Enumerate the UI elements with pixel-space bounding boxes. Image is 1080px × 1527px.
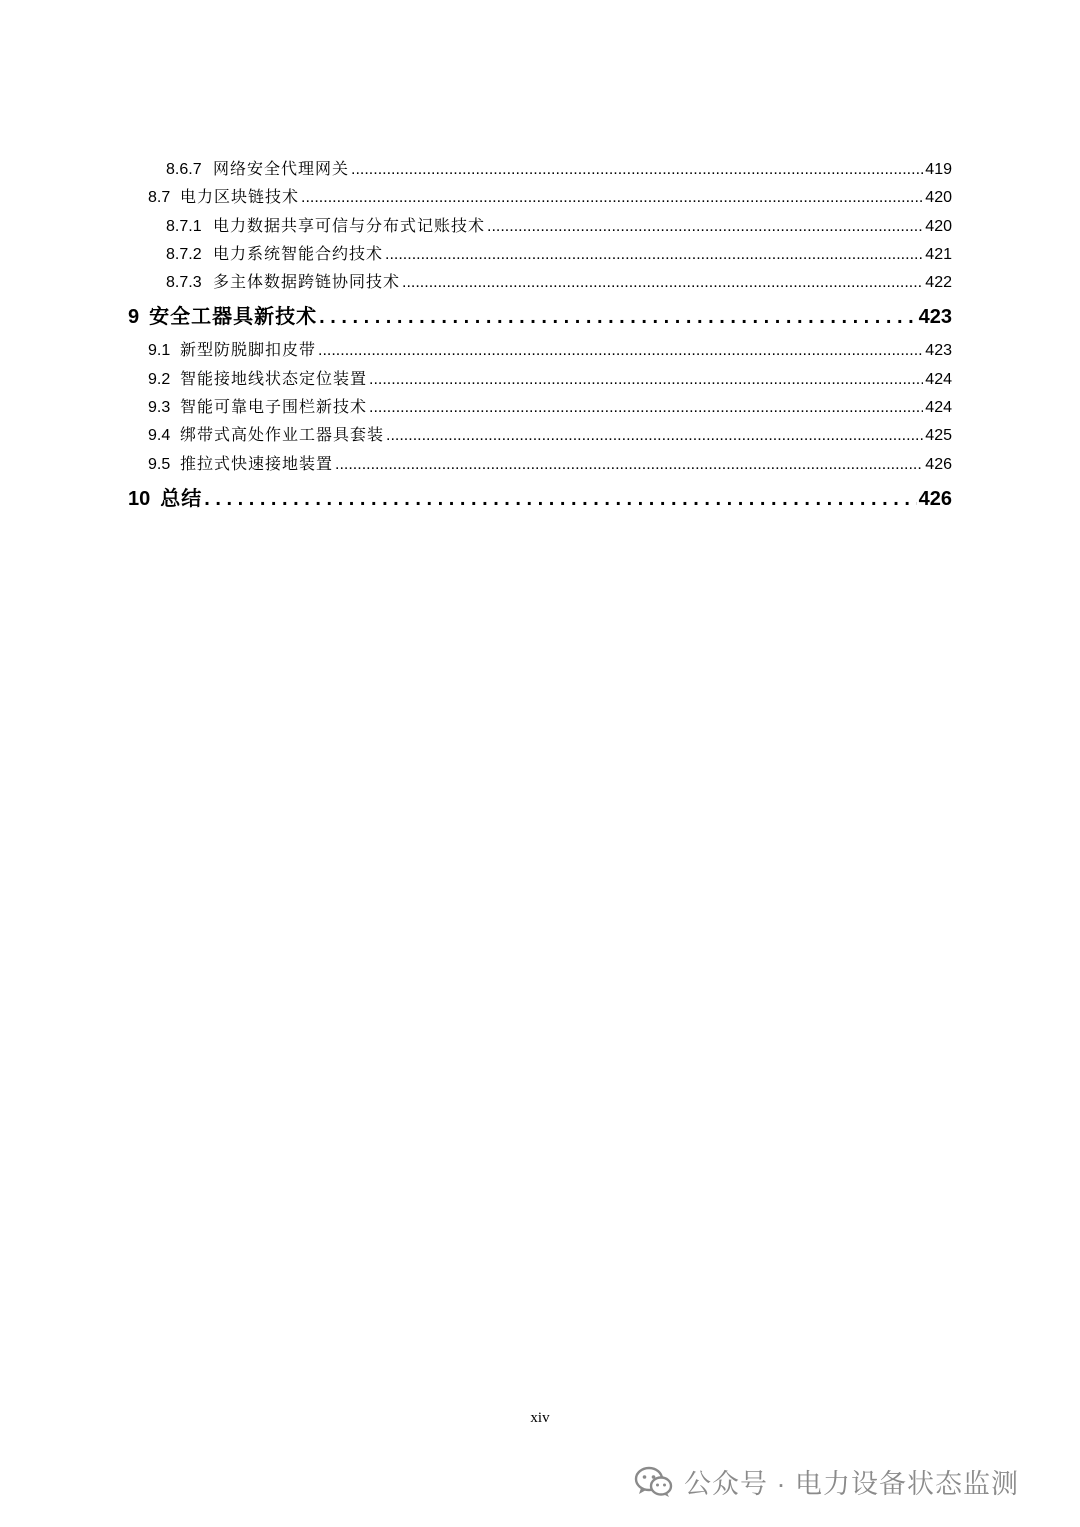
- toc-page: 421: [925, 245, 952, 263]
- toc-page: 424: [925, 370, 952, 388]
- toc-number: 8.7.3: [166, 274, 202, 292]
- toc-page: 423: [925, 342, 952, 360]
- toc-title: 新型防脱脚扣皮带: [180, 342, 317, 360]
- toc-entry[interactable]: [128, 422, 952, 450]
- toc-page: 426: [925, 455, 952, 473]
- toc-entry[interactable]: [128, 213, 952, 241]
- toc-title: 电力区块链技术: [180, 189, 300, 207]
- toc-title: 安全工器具新技术: [149, 306, 318, 329]
- toc-number: 9.5: [148, 455, 171, 473]
- toc-number: 9.1: [148, 342, 171, 360]
- dot-leader: [335, 451, 923, 479]
- toc-number: 8.7.2: [166, 245, 202, 263]
- toc-entry[interactable]: [128, 184, 952, 212]
- page-number: xiv: [530, 1410, 550, 1426]
- toc-chapter-entry[interactable]: [128, 479, 952, 519]
- toc-page: 424: [925, 399, 952, 417]
- dot-leader: [204, 479, 916, 519]
- toc-entry[interactable]: [128, 451, 952, 479]
- toc-entry[interactable]: [128, 394, 952, 422]
- toc-page: 422: [925, 274, 952, 292]
- toc-title: 智能可靠电子围栏新技术: [180, 399, 368, 417]
- toc-page: 419: [925, 161, 952, 178]
- toc-page: 420: [925, 217, 952, 235]
- toc-number: 8.7.1: [166, 217, 202, 235]
- wechat-icon: [634, 1465, 674, 1499]
- dot-leader: [386, 422, 923, 450]
- table-of-contents: [128, 156, 952, 519]
- toc-chapter-entry[interactable]: [128, 297, 952, 337]
- dot-leader: [319, 297, 917, 337]
- toc-title: 网络安全代理网关: [213, 161, 350, 178]
- toc-title: 绑带式高处作业工器具套装: [180, 427, 385, 445]
- dot-leader: [351, 156, 923, 184]
- toc-title: 推拉式快速接地装置: [180, 455, 334, 473]
- toc-page: 423: [918, 306, 952, 329]
- toc-page: 420: [925, 189, 952, 207]
- toc-number: 9.2: [148, 370, 171, 388]
- dot-leader: [385, 241, 923, 269]
- toc-title: 智能接地线状态定位装置: [180, 370, 368, 388]
- toc-number: 8.6.7: [166, 161, 202, 178]
- dot-leader: [402, 269, 923, 297]
- dot-leader: [318, 337, 923, 365]
- toc-number: 9.4: [148, 427, 171, 445]
- toc-title: 多主体数据跨链协同技术: [213, 274, 401, 292]
- dot-leader: [369, 366, 923, 394]
- toc-title: 电力系统智能合约技术: [213, 245, 384, 263]
- toc-entry[interactable]: [128, 366, 952, 394]
- watermark-text: 公众号 · 电力设备状态监测: [684, 1469, 1019, 1499]
- toc-number: 9.3: [148, 399, 171, 417]
- toc-title: 电力数据共享可信与分布式记账技术: [213, 217, 486, 235]
- toc-entry[interactable]: [128, 156, 952, 184]
- toc-page: 426: [918, 487, 952, 510]
- toc-number: 8.7: [148, 189, 171, 207]
- toc-entry[interactable]: [128, 337, 952, 365]
- dot-leader: [301, 184, 923, 212]
- toc-number: 9: [128, 306, 140, 329]
- toc-number: 10: [128, 487, 151, 510]
- watermark: [634, 1462, 1019, 1501]
- toc-page: 425: [925, 427, 952, 445]
- toc-title: 总结: [160, 487, 203, 510]
- toc-entry[interactable]: [128, 241, 952, 269]
- dot-leader: [369, 394, 923, 422]
- dot-leader: [487, 213, 923, 241]
- toc-entry[interactable]: [128, 269, 952, 297]
